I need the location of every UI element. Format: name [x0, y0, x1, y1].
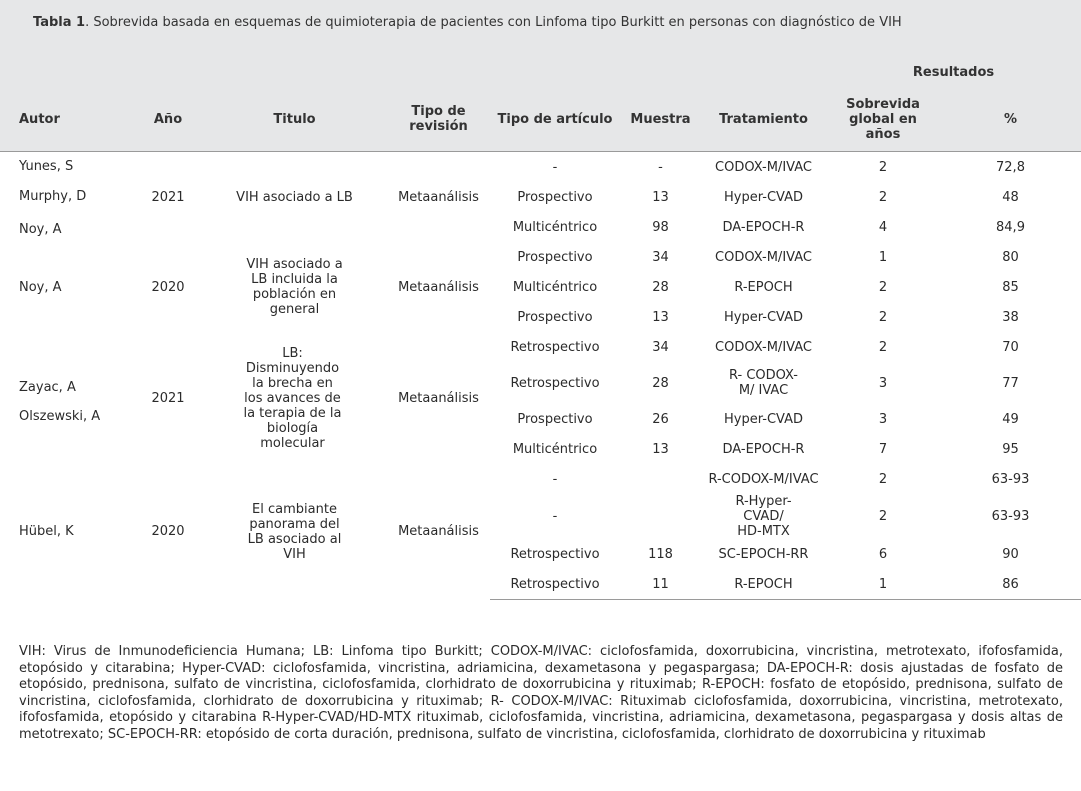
table-body [0, 152, 1081, 600]
cell-sobrevida: 3 [878, 411, 888, 427]
cell-porcentaje: 80 [1002, 249, 1019, 265]
cell-sobrevida: 2 [878, 279, 888, 295]
caption-text: . Sobrevida basada en esquemas de quimioterapia de pacientes con Linfoma tipo Burkitt en personas con diagnóstico de VIH [85, 15, 902, 30]
cell-muestra: - [658, 159, 663, 175]
cell-tratamiento: Hyper-CVAD [724, 309, 803, 325]
cell-sobrevida: 2 [878, 159, 888, 175]
cell-porcentaje: 77 [1002, 375, 1019, 391]
table-footnote: VIH: Virus de Inmunodeficiencia Humana; LB: Linfoma tipo Burkitt; CODOX-M/IVAC: ciclofosfamida, doxorrubicina, vincristina, metrotexato, ifofosfamida, etopósido y citarabina; Hyper-CVAD: ciclofosfamida, vincristina, adriamicina, dexametasona y pegaspargasa; DA-EPOCH-R: dosis ajustadas de fosfato de etopósido, prednisona, sulfato de vincristina, ciclofosfamida, clorhidrato de doxorrubicina y rituximab; R-EPOCH: fosfato de etopósido, prednisona, sulfato de vincristina, ciclofosfamida, clorhidrato de doxorrubicina y rituximab; R- CODOX-M/IVAC: Rituximab ciclofosfamida, doxorrubicina, vincristina, metrotexato, ifofosfamida, etopósido y citarabina R-Hyper-CVAD/HD-MTX rituximab, ciclofosfamida, vincristina, adriamicina, dexametasona, pegaspargasa y dosis altas de metotrexato; SC-EPOCH-RR: etopósido de corta duración, prednisona, sulfato de vincristina, ciclofosfamida, clorhidrato de doxorrubicina y rituximab [19, 644, 1063, 742]
header-anio: Año [134, 87, 202, 152]
cell-tratamiento: DA-EPOCH-R [722, 219, 805, 235]
cell-porcentaje: 49 [1002, 411, 1019, 427]
cell-porcentaje: 63-93 [991, 471, 1030, 487]
cell-tipo-articulo: Prospectivo [517, 411, 593, 427]
title-text: LB: Disminuyendo la brecha en los avances de la terapia de la biología molecular [243, 345, 342, 451]
cell-sobrevida: 3 [878, 375, 888, 391]
cell-tipo-articulo: Prospectivo [517, 249, 593, 265]
cell-muestra: 11 [620, 569, 701, 600]
header-autor: Autor [0, 87, 134, 152]
cell-porcentaje: 70 [1002, 339, 1019, 355]
cell-porcentaje: 86 [940, 569, 1081, 600]
cell-anio: 2021 [151, 390, 185, 406]
cell-muestra: 28 [652, 279, 669, 295]
table-row [0, 464, 1081, 494]
cell-muestra: 34 [652, 249, 669, 265]
cell-titulo [202, 464, 387, 600]
cell-tipo-articulo: Retrospectivo [510, 339, 600, 355]
cell-tipo-articulo: - [552, 159, 558, 175]
cell-sobrevida: 2 [878, 509, 888, 524]
header-titulo: Titulo [202, 87, 387, 152]
cell-muestra: 13 [652, 309, 669, 325]
cell-porcentaje: 38 [1002, 309, 1019, 325]
cell-tipo-revision: Metaanálisis [398, 390, 479, 406]
cell-sobrevida: 2 [878, 339, 888, 355]
cell-tipo-articulo: - [552, 509, 558, 524]
cell-tratamiento: CODOX-M/IVAC [715, 339, 812, 355]
cell-tipo-revision: Metaanálisis [398, 279, 479, 295]
cell-tratamiento: R-Hyper-CVAD/ HD-MTX [735, 494, 792, 539]
header-tratamiento: Tratamiento [701, 87, 826, 152]
cell-porcentaje: 72,8 [996, 159, 1025, 175]
cell-tipo-articulo: Retrospectivo [510, 375, 600, 391]
cell-tipo-articulo: Prospectivo [517, 309, 593, 325]
cell-tratamiento: R-CODOX-M/IVAC [708, 471, 819, 487]
table-row [0, 152, 1081, 183]
cell-tipo-articulo: Multicéntrico [512, 441, 598, 457]
cell-muestra [620, 464, 701, 494]
header-sobrevida: Sobrevida global en años [826, 87, 940, 152]
cell-anio: 2021 [151, 189, 185, 205]
cell-sobrevida: 1 [826, 569, 940, 600]
cell-tratamiento: SC-EPOCH-RR [718, 546, 809, 562]
cell-titulo [202, 332, 387, 464]
cell-muestra: 13 [652, 189, 669, 205]
cell-anio: 2020 [151, 524, 185, 540]
cell-muestra: 98 [652, 219, 669, 235]
cell-sobrevida: 7 [878, 441, 888, 457]
cell-tipo-articulo: Multicéntrico [512, 279, 598, 295]
cell-tratamiento: DA-EPOCH-R [722, 441, 805, 457]
cell-tipo-articulo: Multicéntrico [512, 219, 598, 235]
cell-anio: 2020 [151, 279, 185, 295]
cell-porcentaje: 95 [1002, 441, 1019, 457]
cell-sobrevida: 6 [878, 546, 888, 562]
cell-titulo [202, 242, 387, 332]
survival-table [0, 57, 1081, 600]
cell-porcentaje: 63-93 [991, 509, 1030, 524]
author-name: Zayac, A [19, 380, 76, 395]
cell-tratamiento: Hyper-CVAD [724, 189, 803, 205]
cell-sobrevida: 2 [878, 189, 888, 205]
title-text: VIH asociado a LB incluida la población en general [246, 257, 343, 317]
cell-sobrevida: 4 [878, 219, 888, 235]
header-muestra: Muestra [620, 87, 701, 152]
table-row [0, 242, 1081, 272]
header-tipo-articulo: Tipo de artículo [490, 87, 620, 152]
cell-muestra [620, 494, 701, 539]
cell-tratamiento: Hyper-CVAD [724, 411, 803, 427]
author-name: Yunes, S [19, 159, 74, 174]
cell-autor: Hübel, K [19, 524, 74, 540]
cell-porcentaje: 84,9 [996, 219, 1025, 235]
cell-tipo-articulo: Prospectivo [517, 189, 593, 205]
cell-sobrevida: 2 [878, 309, 888, 325]
cell-autor [0, 332, 134, 464]
cell-tipo-articulo: - [552, 471, 558, 487]
cell-muestra: 28 [652, 375, 669, 391]
cell-porcentaje: 85 [1002, 279, 1019, 295]
header-tipo-revision: Tipo de revisión [387, 87, 490, 152]
cell-muestra: 26 [652, 411, 669, 427]
cell-tratamiento: R-EPOCH [734, 279, 793, 295]
cell-tipo-articulo: Retrospectivo [490, 569, 620, 600]
author-name: Murphy, D [19, 189, 87, 204]
cell-porcentaje: 90 [1002, 546, 1019, 562]
cell-porcentaje: 48 [1002, 189, 1019, 205]
cell-autor [0, 152, 134, 243]
header-porcentaje: % [940, 87, 1081, 152]
cell-tratamiento: CODOX-M/IVAC [715, 159, 812, 175]
cell-autor: Noy, A [19, 279, 62, 295]
cell-muestra: 13 [652, 441, 669, 457]
caption-label: Tabla 1 [33, 15, 86, 30]
header-resultados: Resultados [826, 57, 1081, 87]
cell-tipo-articulo: Retrospectivo [510, 546, 600, 562]
cell-muestra: 34 [652, 339, 669, 355]
cell-sobrevida: 2 [878, 471, 888, 487]
cell-sobrevida: 1 [878, 249, 888, 265]
table-row [0, 332, 1081, 362]
cell-tratamiento: CODOX-M/IVAC [715, 249, 812, 265]
cell-tipo-revision: Metaanálisis [398, 189, 479, 205]
cell-tratamiento: R- CODOX-M/ IVAC [729, 368, 798, 398]
author-name: Olszewski, A [19, 409, 101, 424]
cell-muestra: 118 [648, 546, 673, 562]
cell-titulo: VIH asociado a LB [236, 189, 353, 205]
cell-tratamiento: R-EPOCH [701, 569, 826, 600]
author-name: Noy, A [19, 222, 62, 237]
table-caption [0, 0, 1081, 57]
title-text: El cambiante panorama del LB asociado al VIH [247, 501, 342, 562]
cell-tipo-revision: Metaanálisis [398, 524, 479, 540]
